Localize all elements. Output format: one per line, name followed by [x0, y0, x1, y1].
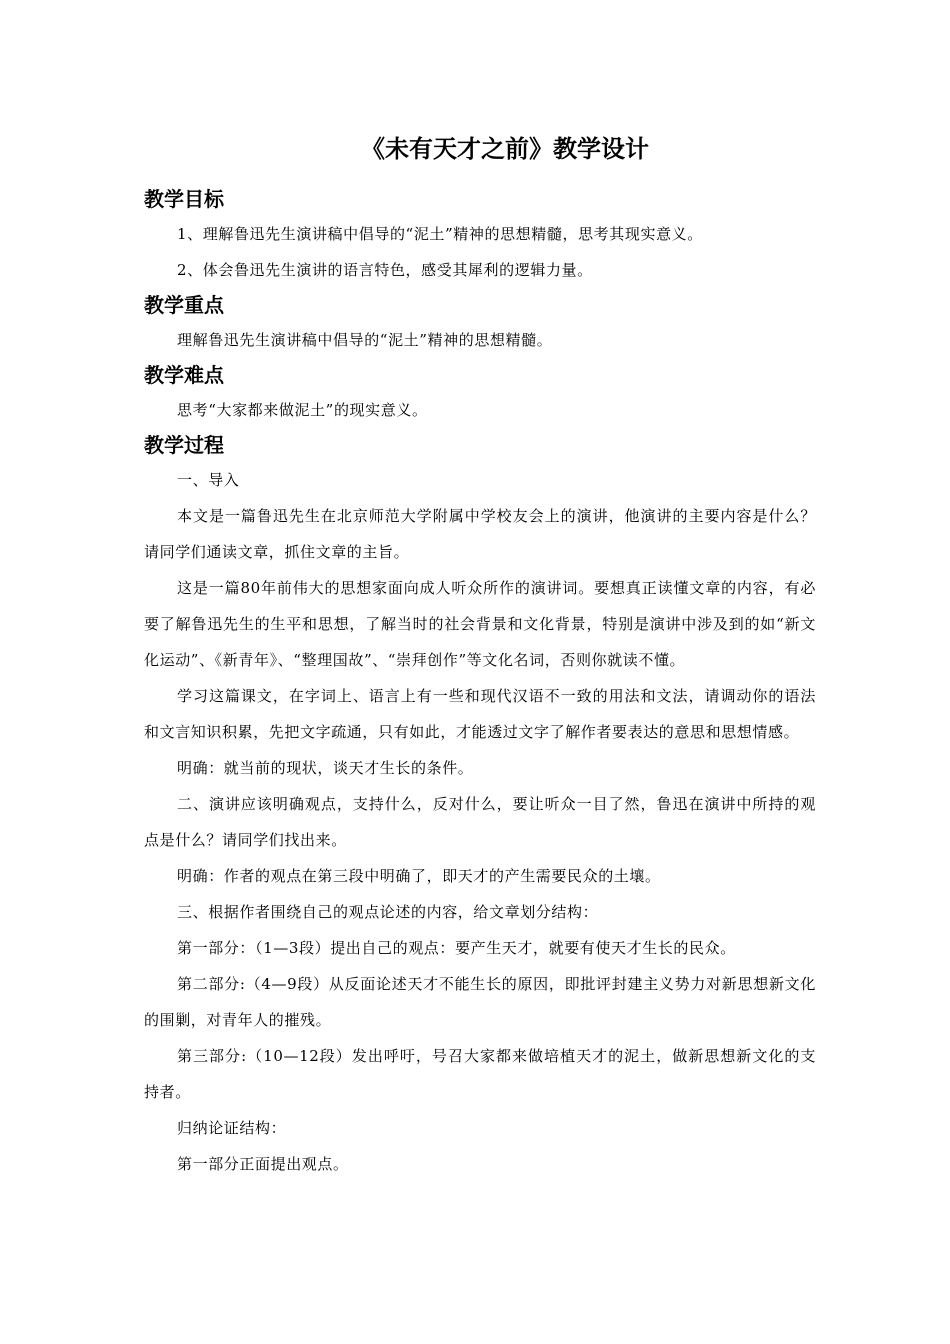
process-paragraph: 学习这篇课文，在字词上、语言上有一些和现代汉语不一致的用法和文法，请调动你的语法和文言知识积累，先把文字疏通，只有如此，才能透过文字了解作者要表达的意思和思想情感。 [144, 687, 816, 741]
process-paragraph: 明确：就当前的现状，谈天才生长的条件。 [177, 759, 474, 777]
objective-item: 1、理解鲁迅先生演讲稿中倡导的“泥土”精神的思想精髓，思考其现实意义。 [177, 225, 703, 243]
process-paragraph: 三、根据作者围绕自己的观点论述的内容，给文章划分结构： [177, 903, 599, 921]
document-title: 《未有天才之前》教学设计 [361, 135, 649, 163]
difficulties-text: 思考“大家都来做泥土”的现实意义。 [177, 401, 428, 419]
process-paragraph: 一、导入 [177, 471, 240, 489]
process-paragraph: 第一部分正面提出观点。 [177, 1155, 349, 1173]
objectives-heading: 教学目标 [144, 187, 224, 211]
process-paragraph: 归纳论证结构： [177, 1119, 287, 1137]
process-paragraph: 第三部分:（10—12段）发出呼吁，号召大家都来做培植天才的泥土，做新思想新文化的支持者。 [144, 1047, 816, 1101]
document-body [144, 182, 816, 1182]
key-points-text: 理解鲁迅先生演讲稿中倡导的“泥土”精神的思想精髓。 [177, 331, 553, 349]
objective-item: 2、体会鲁迅先生演讲的语言特色，感受其犀利的逻辑力量。 [177, 261, 593, 279]
process-paragraph: 明确：作者的观点在第三段中明确了，即天才的产生需要民众的土壤。 [177, 867, 661, 885]
difficulties-heading: 教学难点 [144, 363, 224, 387]
process-paragraph: 第一部分：（1—3段）提出自己的观点：要产生天才，就要有使天才生长的民众。 [177, 939, 736, 957]
process-paragraph: 这是一篇80年前伟大的思想家面向成人听众所作的演讲词。要想真正读懂文章的内容，有必要了解鲁迅先生的生平和思想，了解当时的社会背景和文化背景，特别是演讲中涉及到的如“新文化运动”、《新青年》、“整理国故”、“崇拜创作”等文化名词，否则你就读不懂。 [144, 579, 816, 669]
process-heading: 教学过程 [144, 433, 224, 457]
process-paragraph: 二、演讲应该明确观点，支持什么，反对什么，要让听众一目了然，鲁迅在演讲中所持的观点是什么？请同学们找出来。 [144, 795, 816, 849]
process-paragraph: 本文是一篇鲁迅先生在北京师范大学附属中学校友会上的演讲，他演讲的主要内容是什么？请同学们通读文章，抓住文章的主旨。 [144, 507, 816, 561]
key-points-heading: 教学重点 [144, 293, 224, 317]
process-paragraph: 第二部分:（4—9段）从反面论述天才不能生长的原因，即批评封建主义势力对新思想新文化的围剿，对青年人的摧残。 [144, 975, 816, 1029]
